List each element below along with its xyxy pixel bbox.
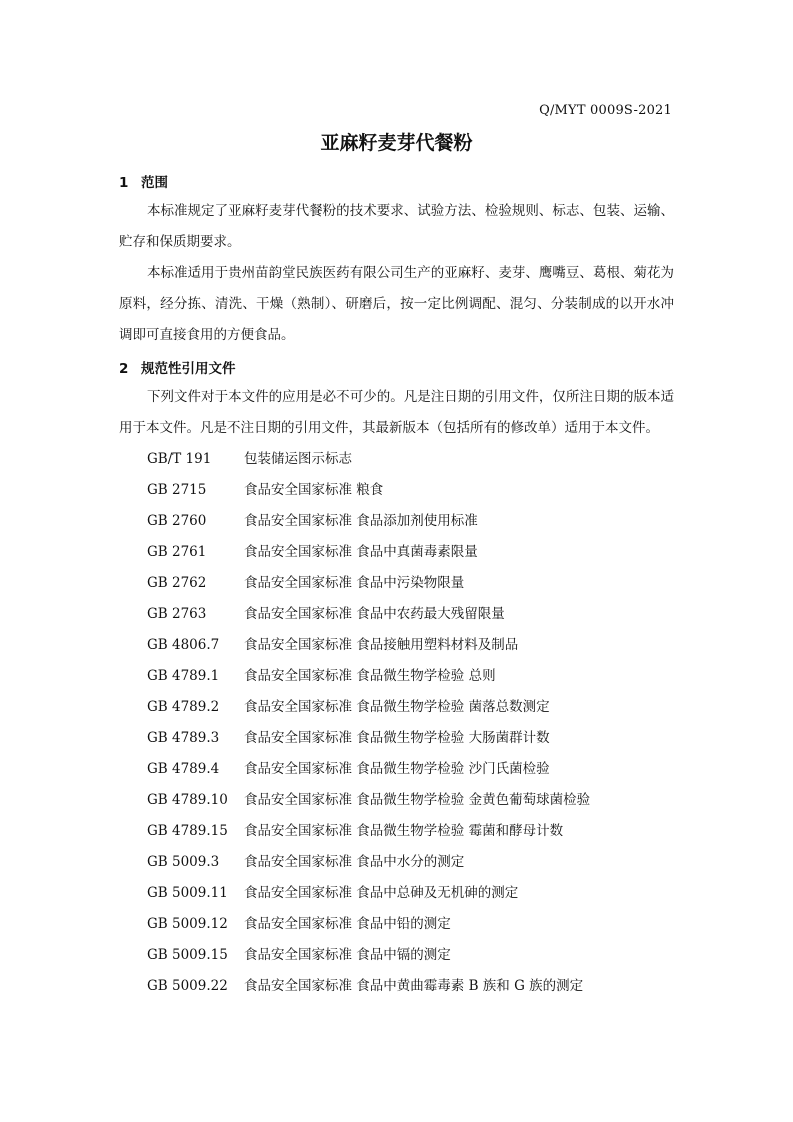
reference-title: 食品安全国家标准 食品中农药最大残留限量: [244, 606, 505, 622]
reference-title: 食品安全国家标准 食品微生物学检验 沙门氏菌检验: [244, 761, 550, 777]
reference-item: [147, 723, 590, 754]
reference-item: [147, 475, 590, 506]
reference-code: GB 5009.12: [147, 916, 228, 932]
normative-paragraph: 下列文件对于本文件的应用是必不可少的。凡是注日期的引用文件，仅所注日期的版本适用于本文件。凡是不注日期的引用文件，其最新版本（包括所有的修改单）适用于本文件。: [119, 389, 674, 436]
reference-item: [147, 692, 590, 723]
reference-title: 食品安全国家标准 食品微生物学检验 菌落总数测定: [244, 699, 550, 715]
reference-title: 食品安全国家标准 食品中污染物限量: [244, 575, 465, 591]
section-heading-normative: [119, 357, 236, 377]
section-title: 范围: [141, 175, 168, 191]
reference-item: [147, 568, 590, 599]
reference-code: GB 2762: [147, 575, 207, 591]
section-title: 规范性引用文件: [141, 361, 236, 377]
document-title: 亚麻籽麦芽代餐粉: [320, 132, 473, 154]
reference-title: 食品安全国家标准 食品接触用塑料材料及制品: [244, 637, 519, 653]
reference-item: [147, 599, 590, 630]
reference-item: [147, 909, 590, 940]
reference-title: 食品安全国家标准 食品中真菌毒素限量: [244, 544, 478, 560]
reference-title: 食品安全国家标准 食品微生物学检验 霉菌和酵母计数: [244, 823, 564, 839]
reference-code: GB 5009.11: [147, 885, 228, 901]
reference-code: GB/T 191: [147, 451, 212, 467]
reference-code: GB 2715: [147, 482, 207, 498]
reference-code: GB 2760: [147, 513, 207, 529]
reference-code: GB 4789.1: [147, 668, 220, 684]
reference-item: [147, 754, 590, 785]
reference-title: 食品安全国家标准 食品中总砷及无机砷的测定: [244, 885, 519, 901]
reference-code: GB 4789.4: [147, 761, 220, 777]
scope-paragraph-1: 本标准规定了亚麻籽麦芽代餐粉的技术要求、试验方法、检验规则、标志、包装、运输、贮存和保质期要求。: [119, 203, 674, 250]
reference-item: [147, 444, 590, 475]
reference-title: 食品安全国家标准 食品微生物学检验 大肠菌群计数: [244, 730, 550, 746]
reference-item: [147, 816, 590, 847]
reference-title: 食品安全国家标准 食品中水分的测定: [244, 854, 465, 870]
reference-title: 包装储运图示标志: [244, 451, 352, 467]
reference-list: [147, 444, 590, 1002]
reference-code: GB 5009.3: [147, 854, 220, 870]
reference-title: 食品安全国家标准 食品微生物学检验 金黄色葡萄球菌检验: [244, 792, 591, 808]
reference-title: 食品安全国家标准 食品中黄曲霉毒素 B 族和 G 族的测定: [244, 978, 584, 994]
reference-code: GB 5009.22: [147, 978, 228, 994]
section-heading-scope: [119, 171, 168, 191]
reference-title: 食品安全国家标准 食品中镉的测定: [244, 947, 451, 963]
reference-code: GB 4806.7: [147, 637, 220, 653]
reference-item: [147, 537, 590, 568]
reference-item: [147, 847, 590, 878]
reference-title: 食品安全国家标准 食品添加剂使用标准: [244, 513, 478, 529]
reference-title: 食品安全国家标准 粮食: [244, 482, 384, 498]
reference-code: GB 4789.10: [147, 792, 228, 808]
reference-code: GB 4789.3: [147, 730, 220, 746]
reference-item: [147, 878, 590, 909]
scope-paragraph-2: 本标准适用于贵州苗韵堂民族医药有限公司生产的亚麻籽、麦芽、鹰嘴豆、葛根、菊花为原料，经分拣、清洗、干燥（熟制）、研磨后，按一定比例调配、混匀、分装制成的以开水冲调即可直接食用的方便食品。: [119, 265, 674, 343]
reference-item: [147, 785, 590, 816]
reference-item: [147, 661, 590, 692]
reference-code: GB 4789.2: [147, 699, 220, 715]
reference-code: GB 4789.15: [147, 823, 228, 839]
reference-item: [147, 940, 590, 971]
section-number: 2: [119, 361, 129, 377]
reference-item: [147, 630, 590, 661]
reference-code: GB 2761: [147, 544, 207, 560]
reference-title: 食品安全国家标准 食品中铅的测定: [244, 916, 451, 932]
reference-code: GB 5009.15: [147, 947, 228, 963]
section-number: 1: [119, 175, 129, 191]
reference-item: [147, 971, 590, 1002]
reference-item: [147, 506, 590, 537]
document-code: Q/MYT 0009S-2021: [539, 103, 672, 118]
reference-title: 食品安全国家标准 食品微生物学检验 总则: [244, 668, 496, 684]
reference-code: GB 2763: [147, 606, 207, 622]
